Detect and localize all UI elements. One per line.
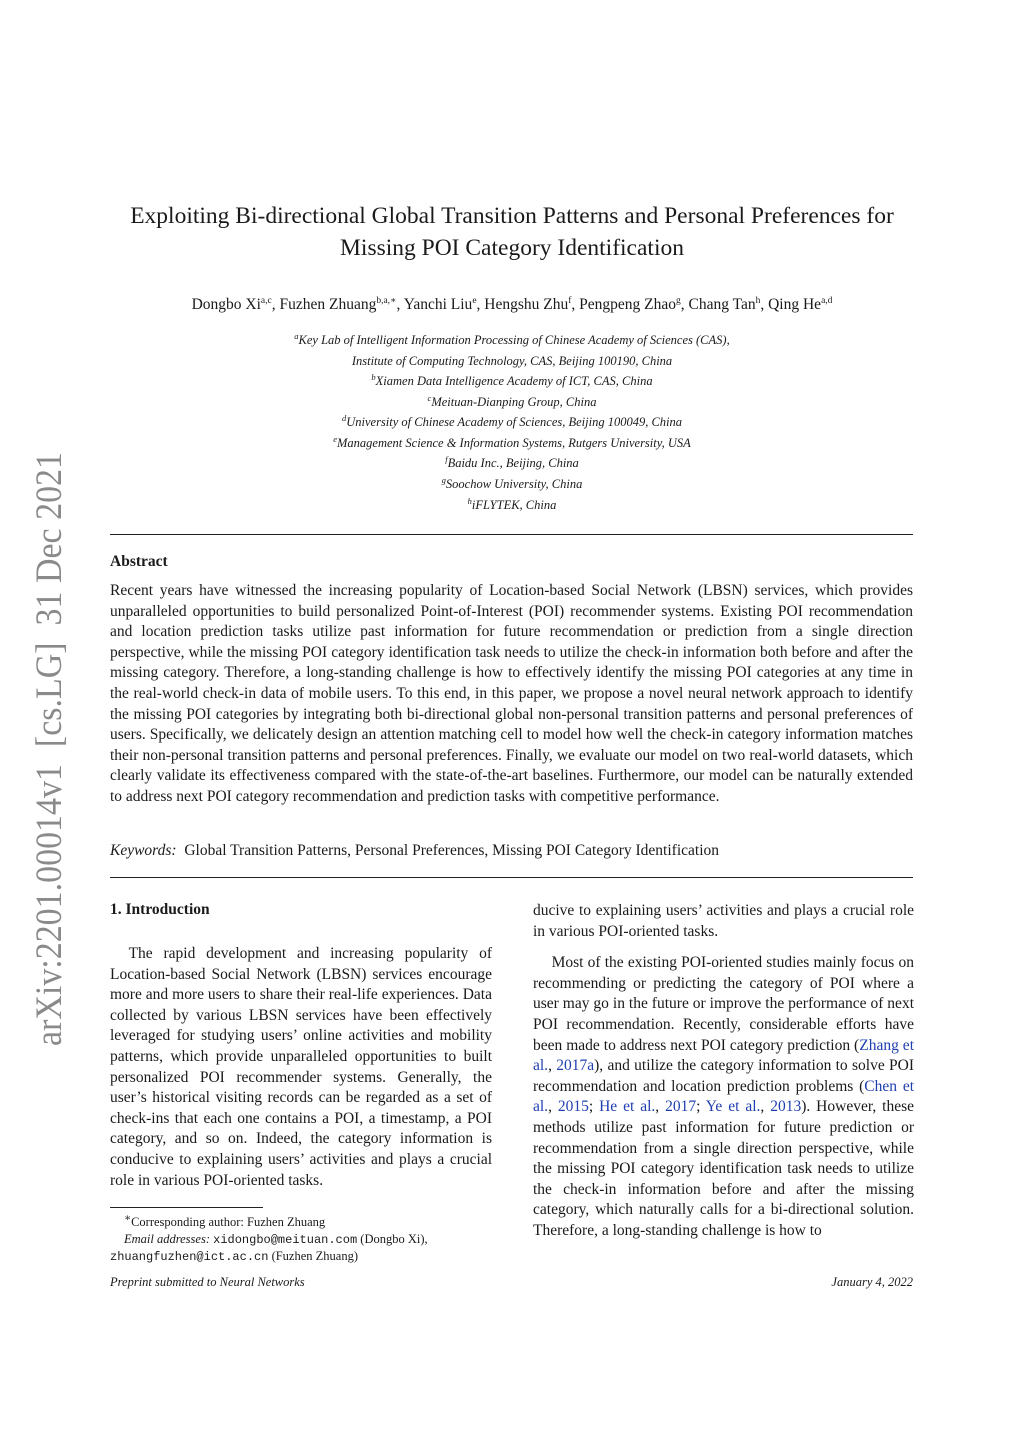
citation-link[interactable]: Ye et al. <box>705 1098 761 1116</box>
keywords <box>110 841 913 862</box>
arxiv-stamp <box>6 389 82 1046</box>
intro-right-column <box>533 901 914 1242</box>
title-line-2: Missing POI Category Identification <box>340 235 684 261</box>
author: Qing He$^{a,d}$ <box>768 296 833 314</box>
affiliations <box>100 328 924 513</box>
footer-journal: Preprint submitted to Neural Networks <box>110 1275 305 1289</box>
affiliation: $^h$iFLYTEK, China <box>467 495 557 512</box>
email-link[interactable]: xidongbo@meituan.com <box>213 1232 358 1247</box>
keywords-label: Keywords: <box>110 842 177 859</box>
abstract-bottom-rule <box>110 877 913 878</box>
author: Dongbo Xi$^{a,c}$ <box>191 296 272 314</box>
author: Chang Tan$^h$ <box>688 296 761 314</box>
intro-paragraph-1-continuation: ducive to explaining users’ activities and plays a crucial role in various POI-oriented tasks. <box>533 902 914 940</box>
affiliation: $^d$University of Chinese Academy of Sciences, Beijing 100049, China <box>341 413 683 430</box>
footnote-email-2: zhuangfuzhen@ict.ac.cn (Fuzhen Zhuang) <box>110 1249 358 1265</box>
author: Hengshu Zhu$^f$ <box>484 296 572 314</box>
abstract-top-rule <box>110 534 913 535</box>
intro-paragraph-1: The rapid development and increasing popularity of Location-based Social Network (LBSN) services encourage more and more users to share their real-life experiences. Data collected by various LBSN services have been effectively leveraged for studying users’ online activities and mobility patterns, which provide unparalleled opportunities to built personalized POI recommender systems. Generally, the user’s historical visiting records can be regarded as a set of check-ins that each one contains a POI, a timestamp, a POI category, and so on. Indeed, the category information is conducive to explaining users’ activities and plays a crucial role in various POI-oriented tasks. <box>110 945 492 1189</box>
abstract-heading: Abstract <box>110 553 168 570</box>
author: Yanchi Liu$^e$ <box>403 296 477 314</box>
author: Pengpeng Zhao$^g$ <box>579 296 681 314</box>
affiliation: $^e$Management Science & Information Systems, Rutgers University, USA <box>333 433 691 450</box>
intro-left-clip <box>110 944 492 1189</box>
citation-year-link[interactable]: 2017 <box>665 1098 697 1116</box>
footnote-rule <box>110 1207 263 1208</box>
affiliation: $^f$Baidu Inc., Beijing, China <box>445 454 579 471</box>
intro-paragraph-2: Most of the existing POI-oriented studies mainly focus on recommending or predicting the category of POI where a user may go in the future or improve the performance of next POI recommendation. Recently, considerable efforts have been made to address next POI category prediction (Zhang et al., 2017a), and utilize the category information to solve POI recommendation and location prediction problems (Chen et al., 2015; He et al., 2017; Ye et al., 2013). However, these methods utilize past information for future prediction or recommendation from a single direction perspective, while the missing POI category identification task needs to utilize the check-in information before and after the missing category, which naturally calls for a bi-directional solution. Therefore, a long-standing challenge is how to <box>533 954 915 1239</box>
citation-year-link[interactable]: 2015 <box>557 1098 589 1116</box>
footer-date: January 4, 2022 <box>831 1275 913 1289</box>
author-list: Dongbo Xi$^{a,c}$, Fuzhen Zhuang$^{b,a,∗}$, Yanchi Liu$^e$, Hengshu Zhu$^f$, Pengpeng Zhao$^g$, Chang Tan$^h$, Qing He$^{a,d}$ <box>191 296 833 314</box>
citation-year-link[interactable]: 2013 <box>770 1098 802 1116</box>
footnote <box>110 1211 492 1266</box>
citation-link[interactable]: Zhang et al. <box>533 1036 914 1075</box>
affiliation: $^b$Xiamen Data Intelligence Academy of ICT, CAS, China <box>371 372 653 389</box>
intro-left-column <box>110 944 492 1189</box>
citation-year-link[interactable]: 2017a <box>556 1057 595 1075</box>
citation-link[interactable]: Chen et al. <box>533 1077 915 1116</box>
paper-title <box>100 200 924 264</box>
affiliation: Institute of Computing Technology, CAS, Beijing 100190, China <box>351 353 673 368</box>
footnote-corresponding: ∗Corresponding author: Fuzhen Zhuang <box>124 1213 326 1230</box>
abstract-text: Recent years have witnessed the increasing popularity of Location-based Social Network (LBSN) services, which provides unparalleled opportunities to build personalized Point-of-Interest (POI) recommender systems. Existing POI recommendation and location prediction tasks utilize past information for future recommendation or prediction from a single direction perspective, while the missing POI category identification task needs to utilize the check-in information both before and after the missing category. Therefore, a long-standing challenge is how to effectively identify the missing POI categories at any time in the real-world check-in data of mobile users. To this end, in this paper, we propose a novel neural network approach to identify the missing POI categories by integrating both bi-directional global non-personal transition patterns and personal preferences of users. Specifically, we delicately design an attention matching cell to model how well the check-in category information matches their non-personal transition patterns and personal preferences. Finally, we evaluate our model on two real-world datasets, which clearly validate its effectiveness compared with the state-of-the-art baselines. Furthermore, our model can be naturally extended to address next POI category recommendation and prediction tasks with competitive performance. <box>110 582 913 805</box>
section-heading-introduction: 1. Introduction <box>110 901 210 918</box>
email-link[interactable]: zhuangfuzhen@ict.ac.cn <box>110 1250 269 1265</box>
affiliation: $^c$Meituan-Dianping Group, China <box>427 392 597 409</box>
author: Fuzhen Zhuang$^{b,a,∗}$ <box>279 296 397 314</box>
keywords-text: Global Transition Patterns, Personal Preferences, Missing POI Category Identification <box>184 842 720 859</box>
title-line-1: Exploiting Bi-directional Global Transition Patterns and Personal Preferences for <box>130 203 894 229</box>
footnote-emails: Email addresses: xidongbo@meituan.com (Dongbo Xi), <box>124 1231 428 1247</box>
arxiv-stamp-text: arXiv:2201.00014v1 [cs.LG] 31 Dec 2021 <box>29 389 70 1046</box>
affiliation: $^a$Key Lab of Intelligent Information Processing of Chinese Academy of Sciences (CAS), <box>294 331 730 348</box>
citation-link[interactable]: He et al. <box>599 1098 656 1116</box>
affiliation: $^g$Soochow University, China <box>441 474 583 492</box>
